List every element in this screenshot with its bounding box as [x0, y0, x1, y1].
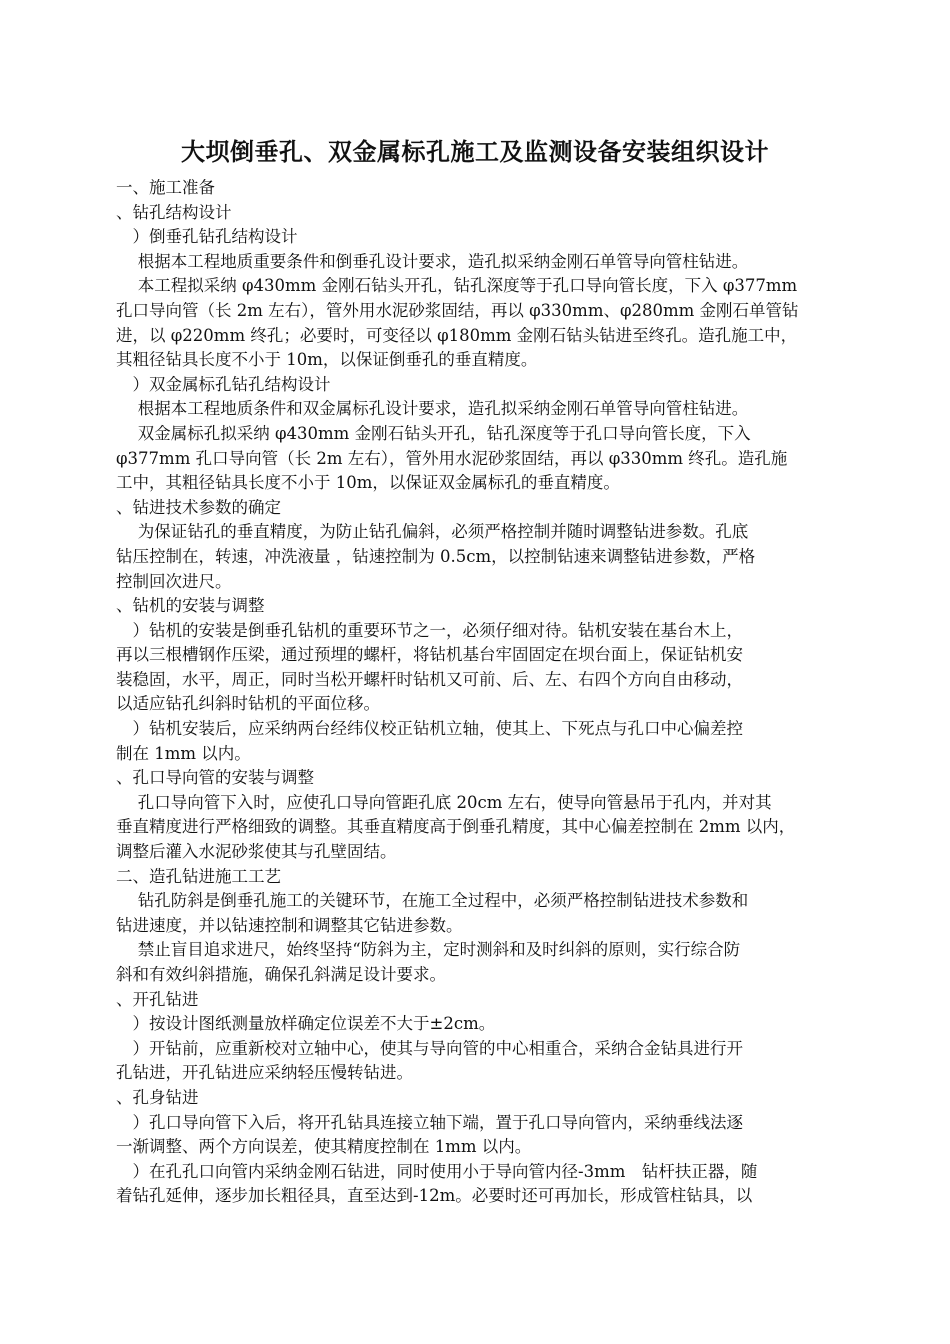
text-line: ）在孔孔口向管内采纳金刚石钻进，同时使用小于导向管内径-3mm 钻杆扶正器，随: [116, 1161, 758, 1181]
text-line: 装稳固，水平，周正，同时当松开螺杆时钻机又可前、后、左、右四个方向自由移动，: [116, 669, 743, 689]
text-line: 双金属标孔拟采纳 φ430mm 金刚石钻头开孔，钻孔深度等于孔口导向管长度，下入: [116, 423, 751, 443]
text-line: 钻压控制在，转速，冲洗液量 ，钻速控制为 0.5cm，以控制钻速来调整钻进参数，严格: [116, 546, 756, 566]
text-line: 垂直精度进行严格细致的调整。其垂直精度高于倒垂孔精度，其中心偏差控制在 2mm 以内，: [116, 817, 796, 837]
text-line: 着钻孔延伸，逐步加长粗径具，直至达到-12m。必要时还可再加长，形成管柱钻具，以: [116, 1186, 753, 1206]
text-line: 孔钻进，开孔钻进应采纳轻压慢转钻进。: [116, 1063, 413, 1083]
text-line: 禁止盲目追求进尺，始终坚持“防斜为主，定时测斜和及时纠斜的原则，实行综合防: [116, 940, 741, 960]
text-line: ）钻机安装后，应采纳两台经纬仪校正钻机立轴，使其上、下死点与孔口中心偏差控: [116, 719, 743, 739]
text-line: 一、施工准备: [116, 178, 215, 197]
text-line: ）钻机的安装是倒垂孔钻机的重要环节之一，必须仔细对待。钻机安装在基台木上，: [116, 620, 743, 640]
text-line: 以适应钻孔纠斜时钻机的平面位移。: [116, 694, 380, 714]
text-line: 孔口导向管（长 2m 左右），管外用水泥砂浆固结，再以 φ330mm、φ280mm 金刚石单管钻: [116, 300, 799, 320]
text-line: ）按设计图纸测量放样确定位误差不大于±2cm。: [116, 1014, 496, 1034]
text-line: 、钻孔结构设计: [116, 202, 232, 222]
text-line: 二、造孔钻进施工工艺: [116, 866, 281, 886]
text-line: ）孔口导向管下入后，将开孔钻具连接立轴下端，置于孔口导向管内，采纳垂线法逐: [116, 1112, 743, 1132]
text-line: 控制回次进尺。: [116, 571, 232, 591]
text-line: 制在 1mm 以内。: [116, 743, 251, 763]
text-line: 工中，其粗径钻具长度不小于 10m，以保证双金属标孔的垂直精度。: [116, 473, 620, 493]
text-line: 根据本工程地质重要条件和倒垂孔设计要求，造孔拟采纳金刚石单管导向管柱钻进。: [116, 251, 749, 271]
text-line: 调整后灌入水泥砂浆使其与孔壁固结。: [116, 842, 397, 862]
text-line: 钻进速度，并以钻速控制和调整其它钻进参数。: [116, 915, 463, 935]
text-line: 其粗径钻具长度不小于 10m，以保证倒垂孔的垂直精度。: [116, 350, 538, 370]
document-title: 大坝倒垂孔、双金属标孔施工及监测设备安装组织设计: [181, 137, 769, 166]
text-line: 钻孔防斜是倒垂孔施工的关键环节，在施工全过程中，必须严格控制钻进技术参数和: [116, 891, 749, 911]
text-line: 、孔口导向管的安装与调整: [116, 768, 314, 788]
text-line: 再以三根槽钢作压梁，通过预埋的螺杆，将钻机基台牢固固定在坝台面上，保证钻机安: [116, 645, 743, 665]
text-line: ）双金属标孔钻孔结构设计: [116, 374, 331, 394]
text-line: 、钻进技术参数的确定: [116, 497, 281, 517]
text-line: φ377mm 孔口导向管（长 2m 左右），管外用水泥砂浆固结，再以 φ330mm 终孔。造孔施: [116, 448, 788, 468]
text-line: ）倒垂孔钻孔结构设计: [116, 227, 298, 247]
text-line: ）开钻前，应重新校对立轴中心，使其与导向管的中心相重合，采纳合金钻具进行开: [116, 1038, 743, 1058]
text-line: 、开孔钻进: [116, 989, 199, 1009]
document-body: [116, 176, 866, 1209]
text-line: 本工程拟采纳 φ430mm 金刚石钻头开孔，钻孔深度等于孔口导向管长度，下入 φ377mm: [116, 276, 798, 296]
text-line: 、钻机的安装与调整: [116, 596, 265, 616]
text-line: 孔口导向管下入时，应使孔口导向管距孔底 20cm 左右，使导向管悬吊于孔内，并对其: [116, 792, 772, 812]
text-line: 一渐调整、两个方向误差，使其精度控制在 1mm 以内。: [116, 1137, 532, 1157]
text-line: 、孔身钻进: [116, 1087, 199, 1107]
text-line: 进，以 φ220mm 终孔；必要时，可变径以 φ180mm 金刚石钻头钻进至终孔。造孔施工中，: [116, 325, 798, 345]
text-line: 根据本工程地质条件和双金属标孔设计要求，造孔拟采纳金刚石单管导向管柱钻进。: [116, 399, 749, 419]
text-line: 斜和有效纠斜措施，确保孔斜满足设计要求。: [116, 965, 446, 984]
text-line: 为保证钻孔的垂直精度，为防止钻孔偏斜，必须严格控制并随时调整钻进参数。孔底: [116, 522, 749, 542]
